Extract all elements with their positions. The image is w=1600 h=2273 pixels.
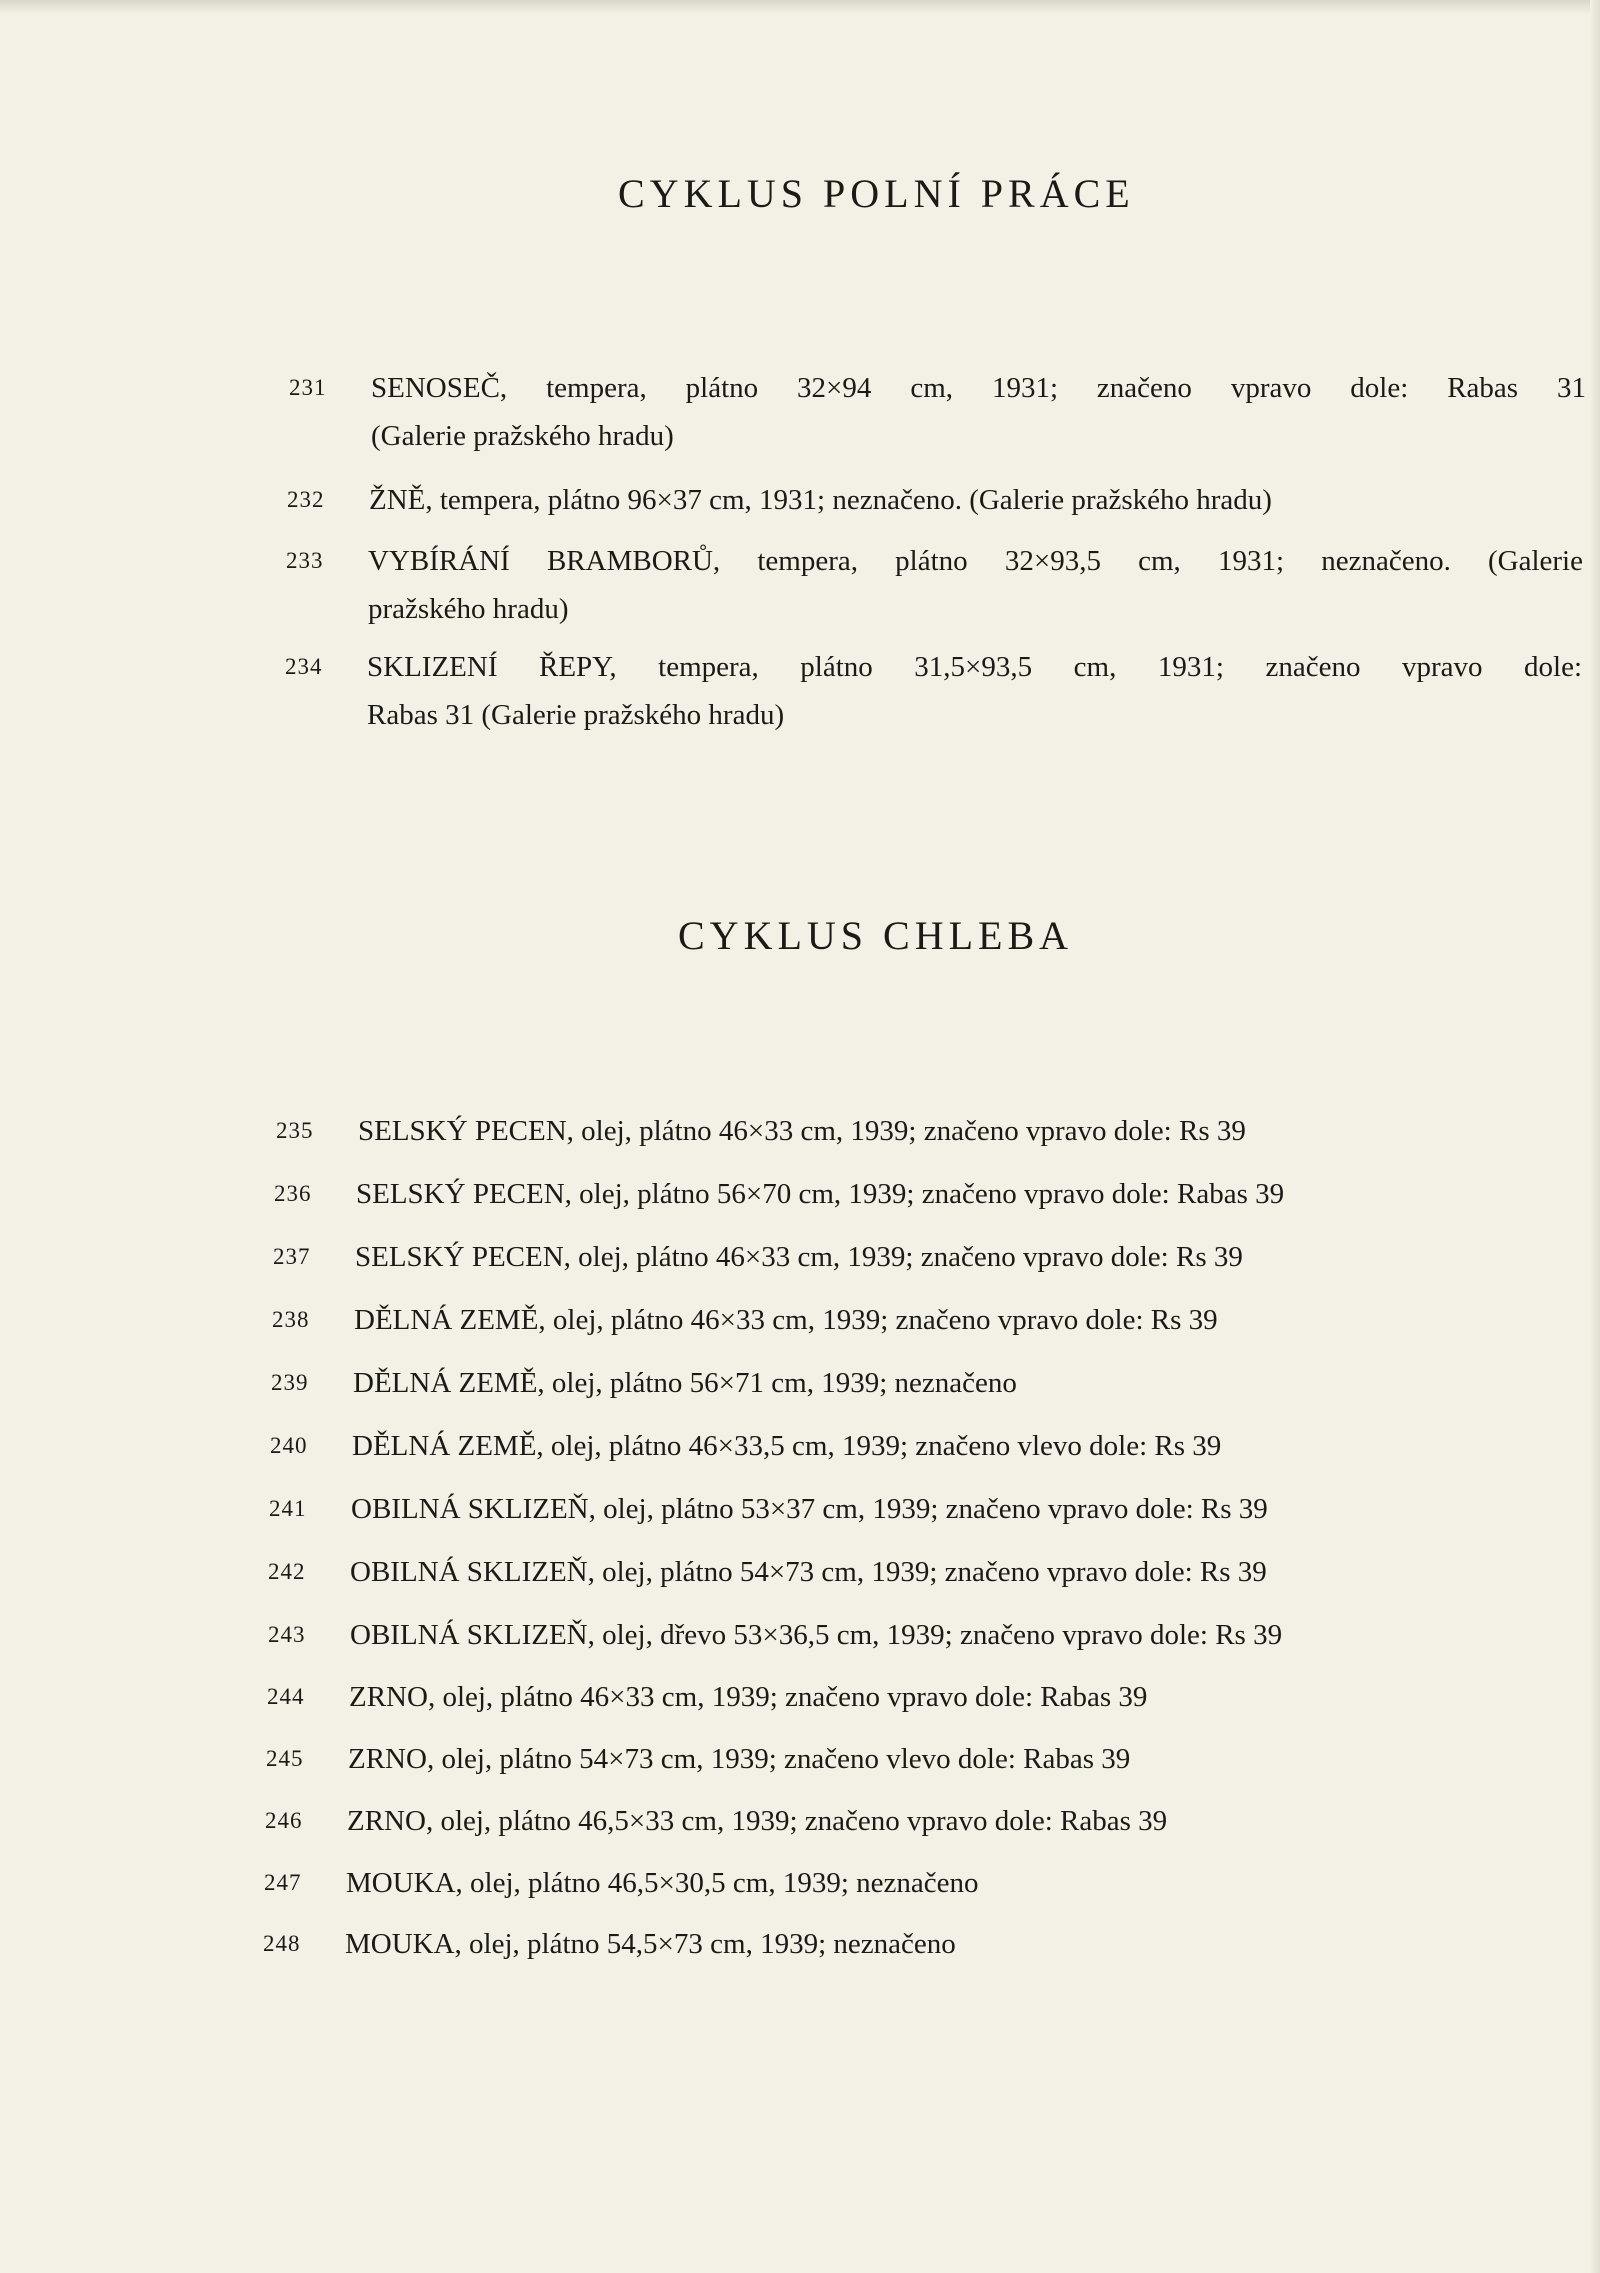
catalog-entry: [274, 1170, 1285, 1218]
entry-text-line: ZRNO, olej, plátno 54×73 cm, 1939; značeno vlevo dole: Rabas 39: [348, 1743, 1131, 1775]
entry-text-line: ZRNO, olej, plátno 46,5×33 cm, 1939; značeno vpravo dole: Rabas 39: [347, 1805, 1168, 1837]
entry-number: 245: [266, 1746, 304, 1771]
entry-text-line: OBILNÁ SKLIZEŇ, olej, plátno 54×73 cm, 1939; značeno vpravo dole: Rs 39: [350, 1556, 1267, 1588]
catalog-entry: [273, 1233, 1243, 1281]
entry-number: 248: [263, 1931, 301, 1956]
catalog-entry: [276, 1107, 1246, 1155]
entry-number: 231: [289, 375, 327, 400]
entry-number: 241: [269, 1496, 307, 1521]
entry-text-line: VYBÍRÁNÍ BRAMBORŮ, tempera, plátno 32×93,5 cm, 1931; neznačeno. (Galerie: [368, 545, 1583, 577]
entry-text-line: OBILNÁ SKLIZEŇ, olej, dřevo 53×36,5 cm, 1939; značeno vpravo dole: Rs 39: [350, 1619, 1283, 1651]
page-edge-shadow: [0, 0, 1600, 14]
entry-text-line: SELSKÝ PECEN, olej, plátno 46×33 cm, 1939; značeno vpravo dole: Rs 39: [355, 1241, 1243, 1273]
entry-text-line: DĚLNÁ ZEMĚ, olej, plátno 56×71 cm, 1939; neznačeno: [353, 1367, 1017, 1399]
entry-number: 244: [267, 1684, 305, 1709]
entry-number: 237: [273, 1244, 311, 1269]
section-title-polni-prace: CYKLUS POLNÍ PRÁCE: [618, 171, 1135, 216]
entry-number: 233: [286, 548, 324, 573]
entry-number: 238: [272, 1307, 310, 1332]
entry-text-line: SENOSEČ, tempera, plátno 32×94 cm, 1931; značeno vpravo dole: Rabas 31: [371, 372, 1586, 404]
entry-text-line: DĚLNÁ ZEMĚ, olej, plátno 46×33,5 cm, 1939; značeno vlevo dole: Rs 39: [352, 1430, 1222, 1462]
catalog-entry: [268, 1611, 1283, 1659]
catalog-entry: [267, 1673, 1148, 1721]
entry-number: 235: [276, 1118, 314, 1143]
catalog-entry: [265, 1797, 1168, 1845]
catalog-entry: [270, 1422, 1222, 1470]
entry-number: 246: [265, 1808, 303, 1833]
catalog-entry: [266, 1735, 1131, 1783]
page-edge-shadow: [1590, 0, 1600, 2273]
entry-number: 236: [274, 1181, 312, 1206]
entry-text-line: (Galerie pražského hradu): [371, 420, 674, 452]
entry-number: 240: [270, 1433, 308, 1458]
entry-number: 243: [268, 1622, 306, 1647]
catalog-entry: [271, 1359, 1017, 1407]
entry-text-line: OBILNÁ SKLIZEŇ, olej, plátno 53×37 cm, 1939; značeno vpravo dole: Rs 39: [351, 1493, 1268, 1525]
catalog-entry: [285, 643, 1582, 739]
entry-text-line: MOUKA, olej, plátno 46,5×30,5 cm, 1939; neznačeno: [346, 1867, 979, 1899]
catalog-entry: [269, 1485, 1268, 1533]
entry-text-line: DĚLNÁ ZEMĚ, olej, plátno 46×33 cm, 1939; značeno vpravo dole: Rs 39: [354, 1304, 1218, 1336]
entry-text-line: SELSKÝ PECEN, olej, plátno 46×33 cm, 1939; značeno vpravo dole: Rs 39: [358, 1115, 1246, 1147]
entry-text-line: Rabas 31 (Galerie pražského hradu): [367, 699, 785, 731]
entry-number: 239: [271, 1370, 309, 1395]
entry-text-line: SELSKÝ PECEN, olej, plátno 56×70 cm, 1939; značeno vpravo dole: Rabas 39: [356, 1178, 1285, 1210]
entry-text-line: MOUKA, olej, plátno 54,5×73 cm, 1939; neznačeno: [345, 1928, 956, 1960]
entry-number: 232: [287, 487, 325, 512]
entry-number: 242: [268, 1559, 306, 1584]
catalog-entry: [289, 364, 1586, 460]
catalog-entry: [286, 537, 1583, 633]
catalog-entry: [268, 1548, 1267, 1596]
catalog-entry: [287, 476, 1272, 524]
entry-text-line: ŽNĚ, tempera, plátno 96×37 cm, 1931; neznačeno. (Galerie pražského hradu): [369, 484, 1272, 516]
entry-text-line: pražského hradu): [368, 593, 569, 625]
entry-text-line: ZRNO, olej, plátno 46×33 cm, 1939; značeno vpravo dole: Rabas 39: [349, 1681, 1148, 1713]
catalog-entry: [264, 1859, 979, 1907]
entry-number: 234: [285, 654, 323, 679]
catalog-entry: [272, 1296, 1218, 1344]
entry-number: 247: [264, 1870, 302, 1895]
entry-text-line: SKLIZENÍ ŘEPY, tempera, plátno 31,5×93,5 cm, 1931; značeno vpravo dole:: [367, 651, 1582, 683]
section-title-chleba: CYKLUS CHLEBA: [678, 913, 1074, 958]
catalog-entry: [263, 1920, 956, 1968]
